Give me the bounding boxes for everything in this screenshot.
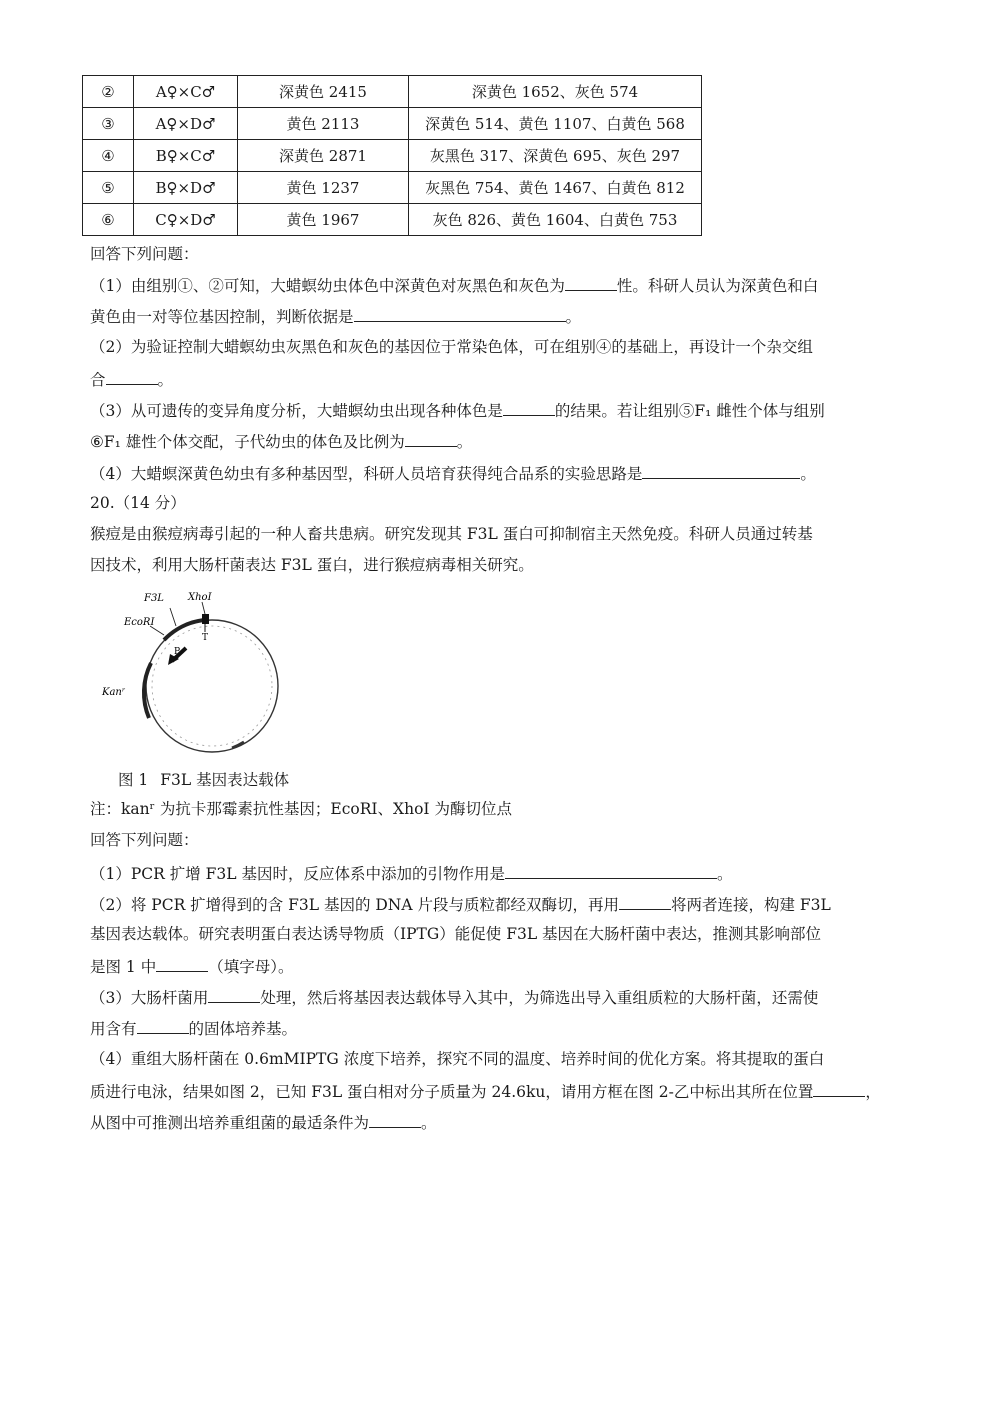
promoter-label: P <box>174 647 181 657</box>
f1-cell: 黄色 2113 <box>238 108 409 140</box>
kan-label: Kanʳ <box>102 687 126 698</box>
q19-p1-text-d: 。 <box>565 308 582 326</box>
q20-p3-text-b: 处理，然后将基因表达载体导入其中，为筛选出导入重组质粒的大肠杆菌，还需使 <box>260 989 819 1007</box>
group-id-cell: ⑤ <box>83 172 134 204</box>
q19-p3-line1 <box>90 399 825 421</box>
q20-p4-text-c: ， <box>865 1083 881 1101</box>
q20-p2-line1 <box>90 893 831 915</box>
f2-cell: 灰黑色 754、黄色 1467、白黄色 812 <box>409 172 702 204</box>
q19-p3-text-a: （3）从可遗传的变异角度分析，大蜡螟幼虫出现各种体色是 <box>90 402 503 420</box>
cross-cell: A♀×D♂ <box>134 108 238 140</box>
answer-blank[interactable] <box>642 462 800 479</box>
q19-p2-text-c: 。 <box>157 371 174 389</box>
cross-cell: B♀×C♂ <box>134 140 238 172</box>
f3l-pointer-line <box>170 608 176 626</box>
xhoi-pointer-line <box>202 602 205 614</box>
q19-p2-line1 <box>90 337 813 357</box>
f2-cell: 深黄色 514、黄色 1107、白黄色 568 <box>409 108 702 140</box>
f2-cell: 灰色 826、黄色 1604、白黄色 753 <box>409 204 702 236</box>
f2-cell: 深黄色 1652、灰色 574 <box>409 76 702 108</box>
answer-blank[interactable] <box>354 305 566 322</box>
q20-p3-line1 <box>90 986 818 1008</box>
answer-blank[interactable] <box>505 862 717 879</box>
table-row <box>83 172 702 204</box>
q20-p2-text-b: 将两者连接，构建 F3L <box>670 896 831 914</box>
q19-intro-text: 回答下列问题： <box>90 245 199 263</box>
answer-blank[interactable] <box>137 1017 189 1034</box>
table-row <box>83 140 702 172</box>
table-row <box>83 108 702 140</box>
q19-p2-text-a: （2）为验证控制大蜡螟幼虫灰黑色和灰色的基因位于常染色体，可在组别④的基础上，再设计一个杂交组 <box>90 338 813 356</box>
q20-intro-text-1: 猴痘是由猴痘病毒引起的一种人畜共患病。研究发现其 F3L 蛋白可抑制宿主天然免疫。科研人员通过转基 <box>90 525 813 543</box>
q20-p3-line2 <box>90 1017 297 1039</box>
q20-p4-line2 <box>90 1080 881 1102</box>
plasmid-inner-circle <box>152 626 272 746</box>
group-id-cell: ② <box>83 76 134 108</box>
q20-heading-text: 20.（14 分） <box>90 494 186 512</box>
q20-p4-text-a: （4）重组大肠杆菌在 0.6mMIPTG 浓度下培养，探究不同的温度、培养时间的优化方案。将其提取的蛋白 <box>90 1050 825 1068</box>
q20-p1-text-a: （1）PCR 扩增 F3L 基因时，反应体系中添加的引物作用是 <box>90 865 506 883</box>
ecori-label: EcoRI <box>124 617 155 628</box>
f1-cell: 深黄色 2871 <box>238 140 409 172</box>
q20-p4-text-d: 从图中可推测出培养重组菌的最适条件为 <box>90 1114 370 1132</box>
group-id-cell: ③ <box>83 108 134 140</box>
q20-p2-text-c: 基因表达载体。研究表明蛋白表达诱导物质（IPTG）能促使 F3L 基因在大肠杆菌中表达，推测其影响部位 <box>90 925 822 943</box>
q19-p3-line2 <box>90 430 472 452</box>
f1-cell: 深黄色 2415 <box>238 76 409 108</box>
f3l-gene-segment <box>164 620 204 640</box>
cross-cell: A♀×C♂ <box>134 76 238 108</box>
q20-p2-text-e: （填字母）。 <box>208 958 294 976</box>
q19-p1-text-c: 黄色由一对等位基因控制，判断依据是 <box>90 308 354 326</box>
f2-cell: 灰黑色 317、深黄色 695、灰色 297 <box>409 140 702 172</box>
answer-blank[interactable] <box>813 1080 865 1097</box>
q19-p1-text-a: （1）由组别①、②可知，大蜡螟幼虫体色中深黄色对灰黑色和灰色为 <box>90 277 565 295</box>
q20-p3-text-c: 用含有 <box>90 1020 137 1038</box>
q19-p3-text-d: 。 <box>456 433 473 451</box>
answer-blank[interactable] <box>503 399 555 416</box>
q20-p4-text-e: 。 <box>421 1114 437 1132</box>
table-row <box>83 76 702 108</box>
q19-p3-text-b: 的结果。若让组别⑤F₁ 雌性个体与组别 <box>554 402 825 420</box>
q20-intro-question-text: 回答下列问题： <box>90 831 199 849</box>
q20-p3-text-a: （3）大肠杆菌用 <box>90 989 209 1007</box>
q20-p2-text-a: （2）将 PCR 扩增得到的含 F3L 基因的 DNA 片段与质粒都经双酶切，再用 <box>90 896 619 914</box>
answer-blank[interactable] <box>565 274 617 291</box>
cross-cell: C♀×D♂ <box>134 204 238 236</box>
figure-1-caption-number: 图 1 <box>118 771 149 789</box>
terminator-label: T <box>202 633 209 643</box>
q20-intro-line2 <box>90 555 534 575</box>
q19-p1-text-b: 性。科研人员认为深黄色和白 <box>616 277 819 295</box>
q20-p2-line3 <box>90 955 293 977</box>
q19-p1-line2 <box>90 305 581 327</box>
answer-blank[interactable] <box>405 430 457 447</box>
q20-p3-text-d: 的固体培养基。 <box>188 1020 298 1038</box>
cross-cell: B♀×D♂ <box>134 172 238 204</box>
q19-p2-text-b: 合 <box>90 371 106 389</box>
figure-1-caption-text: F3L 基因表达载体 <box>160 771 290 789</box>
q20-intro-line1 <box>90 524 813 544</box>
q20-intro-text-2: 因技术，利用大肠杆菌表达 F3L 蛋白，进行猴痘病毒相关研究。 <box>90 556 534 574</box>
q19-p4-text-a: （4）大蜡螟深黄色幼虫有多种基因型，科研人员培育获得纯合品系的实验思路是 <box>90 465 643 483</box>
xhoi-label: XhoI <box>188 592 212 603</box>
figure-note <box>90 799 512 819</box>
q20-p4-line1 <box>90 1049 824 1069</box>
q20-p2-line2 <box>90 924 821 944</box>
figure-note-text: 注：kanʳ 为抗卡那霉素抗性基因；EcoRI、XhoI 为酶切位点 <box>90 800 512 818</box>
q19-p3-text-c: ⑥F₁ 雄性个体交配，子代幼虫的体色及比例为 <box>90 433 405 451</box>
q20-p1-text-b: 。 <box>717 865 733 883</box>
q19-p4-text-b: 。 <box>800 465 816 483</box>
figure-1-caption <box>118 768 289 790</box>
q20-p1-line1 <box>90 862 733 884</box>
q20-p4-text-b: 质进行电泳，结果如图 2，已知 F3L 蛋白相对分子质量为 24.6ku，请用方框在图 2-乙中标出其所在位置 <box>90 1083 814 1101</box>
q19-p4-line1 <box>90 462 816 484</box>
q20-intro-question <box>90 830 199 850</box>
answer-blank[interactable] <box>369 1111 421 1128</box>
answer-blank[interactable] <box>156 955 208 972</box>
q20-p2-text-d: 是图 1 中 <box>90 958 157 976</box>
table-row <box>83 204 702 236</box>
f1-cell: 黄色 1967 <box>238 204 409 236</box>
q20-heading <box>90 493 186 513</box>
cross-results-table <box>82 75 702 236</box>
terminator-box <box>202 614 209 624</box>
q19-p2-line2 <box>90 368 173 390</box>
f3l-label: F3L <box>144 593 164 604</box>
answer-blank[interactable] <box>106 368 158 385</box>
q19-p1-line1 <box>90 274 818 296</box>
group-id-cell: ④ <box>83 140 134 172</box>
q20-p4-line3 <box>90 1111 437 1133</box>
answer-blank[interactable] <box>619 893 671 910</box>
q19-intro <box>90 244 199 264</box>
group-id-cell: ⑥ <box>83 204 134 236</box>
f1-cell: 黄色 1237 <box>238 172 409 204</box>
answer-blank[interactable] <box>208 986 260 1003</box>
plasmid-map-figure <box>92 588 292 758</box>
